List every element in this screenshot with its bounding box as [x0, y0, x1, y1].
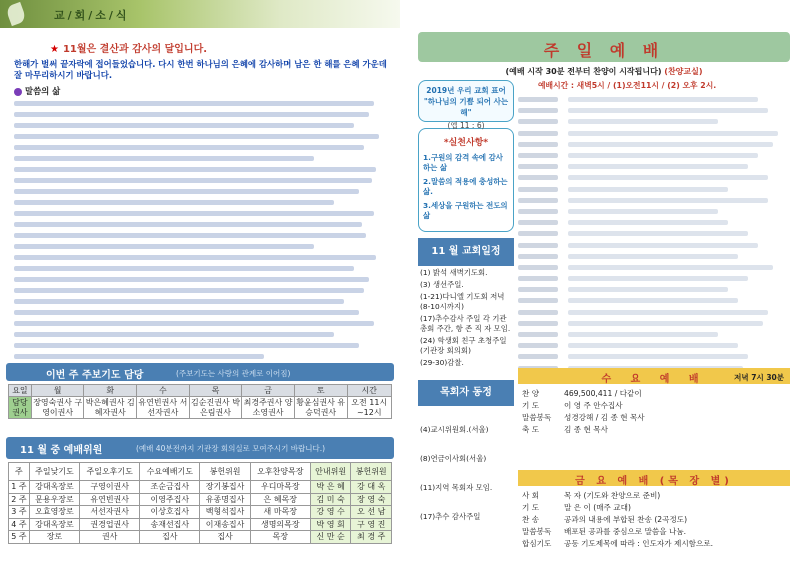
pastor-schedule-item: (17)추수 감사주일 [420, 512, 481, 521]
order-row-value [568, 243, 758, 248]
order-row-label [518, 354, 558, 359]
monthly-cell: 강대옥장로 [29, 481, 79, 494]
order-row-value [568, 276, 748, 281]
body-line-bar [14, 156, 314, 161]
order-row [518, 161, 790, 172]
duty-cell: 최경주권사 양소영권사 [243, 397, 293, 417]
service-row-detail: 성경강해 / 김 종 현 목사 [564, 413, 645, 422]
service-row [518, 388, 790, 400]
order-row-value [568, 287, 728, 292]
monthly-cell: 문용우장로 [29, 493, 79, 506]
duty-body [9, 397, 392, 419]
monthly-cell: 김 미 숙 [310, 493, 351, 506]
body-line-bar [14, 101, 374, 106]
order-row-label [518, 164, 558, 169]
wednesday-time: 저녁 7시 30분 [734, 373, 784, 382]
wednesday-worship-header [518, 368, 790, 384]
order-row [518, 195, 790, 206]
theme-box [418, 80, 514, 130]
theme-year: 2019년 우리 교회 표어 [426, 86, 506, 95]
theme-reference: (엡 11 : 6) [447, 121, 485, 130]
service-row-role: 말씀봉독 [522, 413, 552, 422]
duty-header-cell: 요일 [9, 385, 32, 397]
monthly-cell: 목장 [250, 531, 310, 544]
order-row-label [518, 175, 558, 180]
body-line-bar [14, 233, 366, 238]
order-row [518, 318, 790, 329]
order-row-label [518, 153, 558, 158]
order-row [518, 228, 790, 239]
order-row-label [518, 220, 558, 225]
body-line-bar [14, 321, 374, 326]
body-line-bar [14, 222, 362, 227]
service-row-detail: 목 자 (기도와 찬양으로 준비) [564, 491, 661, 500]
order-row [518, 184, 790, 195]
right-page [404, 0, 800, 563]
order-row-label [518, 343, 558, 348]
monthly-cell: 서선자권사 [80, 506, 140, 519]
friday-rows [518, 490, 790, 550]
order-row [518, 150, 790, 161]
pastor-schedule-item: (11)지역 목회자 모임. [420, 483, 493, 492]
monthly-cell: 박 영 회 [310, 518, 351, 531]
body-line-bar [14, 178, 372, 183]
monthly-header-cell: 주일낮기도 [29, 463, 79, 481]
body-line-bar [14, 189, 359, 194]
monthly-cell: 오효영장로 [29, 506, 79, 519]
monthly-subtitle: (예배 40분전까지 기관장 회의실로 모여주시기 바랍니다.) [136, 444, 326, 453]
monthly-cell: 강대옥장로 [29, 518, 79, 531]
monthly-cell: 구영이권사 [80, 481, 140, 494]
order-row [518, 273, 790, 284]
duty-header-cell: 금 [242, 385, 295, 397]
leaf-icon [5, 2, 27, 26]
order-row-label [518, 97, 558, 102]
service-row-detail: 469,500,411 / 다같이 [564, 389, 642, 398]
service-row-detail: 배포된 공과를 중심으로 말씀을 나눔. [564, 527, 687, 536]
order-row [518, 105, 790, 116]
duty-cell: 유연빈권사 서선자권사 [138, 397, 188, 417]
order-row-value [568, 153, 758, 158]
event-item: (29-30)감찰. [420, 358, 464, 367]
plan-item: 1.구원의 감격 속에 감사하는 삶 [423, 153, 503, 172]
monthly-cell: 장 영 숙 [351, 493, 392, 506]
body-line-bar [14, 200, 334, 205]
service-row-detail: 이 영 주 안수집사 [564, 401, 623, 410]
worship-subtitle-prefix: (예배 시작 30분 전부터 찬양이 시작됩니다) [505, 67, 662, 76]
body-line [14, 209, 394, 220]
monthly-section-header [6, 437, 394, 459]
monthly-header-cell: 봉헌위원 [200, 463, 250, 481]
order-row-label [518, 108, 558, 113]
order-row-label [518, 332, 558, 337]
service-row [518, 490, 790, 502]
order-row-value [568, 97, 758, 102]
monthly-header-cell: 수요예배기도 [140, 463, 200, 481]
order-row [518, 284, 790, 295]
monthly-cell: 새 마목장 [250, 506, 310, 519]
duty-cell: 황윤심권사 유승덕권사 [296, 397, 346, 417]
monthly-cell: 이재송집사 [200, 518, 250, 531]
monthly-header-cell: 주일오후기도 [80, 463, 140, 481]
duty-table [8, 384, 392, 419]
duty-section-header [6, 363, 394, 381]
wednesday-title: 수 요 예 배 [601, 374, 707, 385]
duty-header-cell: 토 [294, 385, 347, 397]
service-row-role: 찬 송 [522, 515, 540, 524]
plan-list [423, 153, 509, 220]
monthly-title: 11 월 중 예배위원 [20, 445, 103, 456]
order-row-value [568, 298, 738, 303]
monthly-cell: 장로 [29, 531, 79, 544]
events-header: 11 월 교회일정 [418, 238, 514, 266]
order-row-value [568, 131, 778, 136]
friday-title: 금 요 예 배 (목 장 별) [575, 476, 733, 487]
order-row-value [568, 209, 718, 214]
theme-text: "하나님의 기쁨 되어 사는 해" [423, 97, 509, 117]
order-row-label [518, 231, 558, 236]
monthly-header-cell: 안내위원 [310, 463, 351, 481]
monthly-cell: 이상호집사 [140, 506, 200, 519]
monthly-cell: 장기봉집사 [200, 481, 250, 494]
sidebar-column [418, 80, 514, 560]
body-line [14, 220, 394, 231]
event-item: (1-21)다니엘 기도회 저녁 (8-10시까지) [420, 292, 505, 311]
monthly-cell: 구 영 진 [351, 518, 392, 531]
duty-header-cell: 목 [189, 385, 242, 397]
body-line [14, 352, 394, 363]
monthly-cell: 유연빈권사 [80, 493, 140, 506]
monthly-header-row [9, 463, 392, 481]
order-row-value [568, 332, 718, 337]
order-row [518, 329, 790, 340]
announcements [14, 40, 394, 363]
monthly-cell: 조순금집사 [140, 481, 200, 494]
order-row [518, 128, 790, 139]
service-row [518, 514, 790, 526]
order-row-label [518, 131, 558, 136]
monthly-cell: 4 주 [9, 518, 30, 531]
duty-cell: 박은혜권사 김혜자권사 [85, 397, 135, 417]
order-row-value [568, 265, 773, 270]
order-row-value [568, 119, 718, 124]
event-item: (24) 학생회 친구 초청주일 (기관장 회의회) [420, 336, 507, 355]
order-row [518, 217, 790, 228]
pastor-schedule-item: (4)교시위원회.(서울) [420, 425, 489, 434]
monthly-cell: 집사 [140, 531, 200, 544]
pastor-schedule-header: 목회자 동정 [418, 380, 514, 406]
order-row-value [568, 198, 768, 203]
order-row-label [518, 142, 558, 147]
duty-header-row [9, 385, 392, 397]
order-row-label [518, 243, 558, 248]
body-line [14, 176, 394, 187]
worship-title-box [418, 32, 790, 62]
monthly-cell: 3 주 [9, 506, 30, 519]
service-row [518, 538, 790, 550]
order-row-value [568, 354, 748, 359]
plan-title: *실천사항* [443, 138, 489, 148]
service-row [518, 412, 790, 424]
duty-title: 이번 주 주보기도 담당 [46, 370, 144, 381]
order-of-worship [518, 80, 790, 385]
worship-subtitle-suffix: (찬양교실) [664, 67, 703, 76]
monthly-cell: 1 주 [9, 481, 30, 494]
order-row-label [518, 298, 558, 303]
body-line [14, 264, 394, 275]
order-row-label [518, 187, 558, 192]
order-row-label [518, 265, 558, 270]
duty-cell: 김순진권사 박은림권사 [191, 397, 240, 417]
order-row [518, 307, 790, 318]
order-row-value [568, 310, 768, 315]
monthly-cell: 생명의목장 [250, 518, 310, 531]
table-row [9, 531, 392, 544]
announce-lead: 한해가 벌써 끝자락에 접어들었습니다. 다시 한번 하나님의 은혜에 감사하며 남은 한 해를 은혜 가운데 잘 마무리하시기 바랍니다. [14, 59, 387, 80]
duty-header-cell: 화 [84, 385, 137, 397]
body-line-bar [14, 112, 369, 117]
order-row [518, 206, 790, 217]
masthead-title: 교/회/소/식 [54, 9, 130, 22]
announce-headline [50, 40, 394, 55]
order-row [518, 262, 790, 273]
event-item: (1) 밝석 새벽기도회. [420, 268, 488, 277]
announce-body-lines [14, 99, 394, 363]
monthly-body [9, 481, 392, 544]
body-line-bar [14, 255, 376, 260]
body-line-bar [14, 266, 354, 271]
monthly-cell: 오 선 남 [351, 506, 392, 519]
table-row [9, 481, 392, 494]
worship-time-notice: 예배시간 : 새벽5시 / (1)오전11시 / (2) 오후 2시. [538, 81, 717, 90]
service-row-role: 사 회 [522, 491, 540, 500]
monthly-header-cell: 오후찬양목장 [250, 463, 310, 481]
body-line [14, 330, 394, 341]
monthly-cell: 2 주 [9, 493, 30, 506]
pastor-schedule-list [418, 424, 514, 522]
order-row [518, 340, 790, 351]
monthly-cell: 강 영 수 [310, 506, 351, 519]
body-line-bar [14, 354, 264, 359]
monthly-cell: 박 은 혜 [310, 481, 351, 494]
order-row-label [518, 276, 558, 281]
order-row [518, 139, 790, 150]
body-line-bar [14, 288, 364, 293]
event-item: (3) 생선주일. [420, 280, 464, 289]
order-row-value [568, 231, 748, 236]
body-line [14, 99, 394, 110]
monthly-cell: 우디마목장 [250, 481, 310, 494]
monthly-cell: 5 주 [9, 531, 30, 544]
order-row-value [568, 142, 773, 147]
monthly-header-cell: 주 [9, 463, 30, 481]
duty-header-cell: 시간 [347, 385, 392, 397]
order-row [518, 94, 790, 105]
monthly-cell: 은 혜목장 [250, 493, 310, 506]
body-line [14, 143, 394, 154]
body-line [14, 231, 394, 242]
service-row-detail: 말 은 이 (매주 교대) [564, 503, 631, 512]
monthly-cell: 신 만 순 [310, 531, 351, 544]
worship-subtitle [418, 66, 790, 77]
monthly-cell: 강 대 옥 [351, 481, 392, 494]
body-line-bar [14, 134, 379, 139]
friday-worship-header [518, 470, 790, 486]
pastor-schedule-item: (8)연금이사회(서울) [420, 454, 487, 463]
body-line [14, 308, 394, 319]
order-row-value [568, 343, 738, 348]
body-line-bar [14, 244, 314, 249]
body-line-bar [14, 299, 344, 304]
service-row-role: 말씀봉독 [522, 527, 552, 536]
body-line [14, 110, 394, 121]
body-line-bar [14, 332, 334, 337]
body-line [14, 286, 394, 297]
section-title-text: 말씀의 삶 [25, 86, 61, 96]
order-row-label [518, 209, 558, 214]
order-row [518, 116, 790, 127]
service-row-role: 축 도 [522, 425, 540, 434]
body-line-bar [14, 211, 374, 216]
monthly-cell: 집사 [200, 531, 250, 544]
order-row-value [568, 321, 763, 326]
monthly-cell: 유종명집사 [200, 493, 250, 506]
plan-box [418, 128, 514, 232]
body-line [14, 319, 394, 330]
body-line [14, 242, 394, 253]
star-icon: ★ [50, 44, 59, 55]
order-row-value [568, 175, 768, 180]
worship-title: 주 일 예 배 [543, 41, 665, 60]
service-row [518, 526, 790, 538]
service-row-role: 기 도 [522, 503, 540, 512]
order-row [518, 239, 790, 250]
service-row-role: 찬 양 [522, 389, 540, 398]
table-row [9, 518, 392, 531]
order-row [518, 295, 790, 306]
section-title [14, 85, 394, 97]
body-line-bar [14, 343, 359, 348]
monthly-header-cell: 봉헌위원 [351, 463, 392, 481]
order-row-label [518, 287, 558, 292]
monthly-cell: 백형석집사 [200, 506, 250, 519]
service-row-detail: 공동 기도제목에 따라 : 인도자가 제시함으로. [564, 539, 714, 548]
duty-cell: 장영숙권사 구영이권사 [33, 397, 83, 417]
event-item: (17)추수감사 주일 각 기관 총회 주간, 항 존 직 자 모임. [420, 314, 511, 333]
duty-subtitle: (주보기도는 사랑의 관계로 이어짐) [176, 369, 291, 378]
body-line-bar [14, 310, 359, 315]
order-row-value [568, 220, 728, 225]
body-line [14, 275, 394, 286]
monthly-cell: 권사 [80, 531, 140, 544]
order-row-value [568, 187, 728, 192]
order-rows [518, 94, 790, 385]
duty-cell: 오전 11시~12시 [347, 397, 392, 419]
monthly-table [8, 462, 392, 544]
order-row [518, 251, 790, 262]
body-line [14, 187, 394, 198]
plan-item: 3.세상을 구원하는 전도의 삶 [423, 201, 508, 220]
body-line-bar [14, 167, 376, 172]
duty-header-cell: 수 [137, 385, 190, 397]
order-row-value [568, 254, 738, 259]
service-row-detail: 김 종 현 목사 [564, 425, 608, 434]
masthead-banner [0, 0, 400, 28]
service-row [518, 502, 790, 514]
body-line [14, 165, 394, 176]
monthly-cell: 송재선집사 [140, 518, 200, 531]
service-row [518, 400, 790, 412]
announce-headline-text: 11월은 결산과 감사의 달입니다. [62, 44, 208, 55]
order-row-label [518, 310, 558, 315]
order-row-label [518, 254, 558, 259]
duty-cell: 담당권사 [9, 397, 32, 419]
monthly-cell: 권경업권사 [80, 518, 140, 531]
body-line-bar [14, 145, 364, 150]
table-row [9, 506, 392, 519]
order-row-label [518, 198, 558, 203]
order-row-label [518, 119, 558, 124]
wednesday-rows [518, 388, 790, 436]
events-list [418, 268, 514, 368]
table-row [9, 397, 392, 419]
table-row [9, 493, 392, 506]
service-row [518, 424, 790, 436]
order-row [518, 351, 790, 362]
order-row-value [568, 108, 768, 113]
order-row-label [518, 321, 558, 326]
body-line [14, 341, 394, 352]
body-line-bar [14, 277, 369, 282]
plan-item: 2.말씀의 적용에 충성하는 삶. [423, 177, 508, 196]
service-row-role: 합심기도 [522, 539, 552, 548]
body-line [14, 297, 394, 308]
service-row-detail: 공과의 내용에 부합된 찬송 (2곡정도) [564, 515, 688, 524]
monthly-cell: 이영주집사 [140, 493, 200, 506]
body-line [14, 132, 394, 143]
monthly-cell: 최 경 주 [351, 531, 392, 544]
bullet-icon [14, 88, 22, 96]
duty-header-cell: 월 [31, 385, 84, 397]
order-row [518, 172, 790, 183]
body-line [14, 253, 394, 264]
body-line-bar [14, 123, 354, 128]
body-line [14, 121, 394, 132]
body-line [14, 198, 394, 209]
order-row-value [568, 164, 748, 169]
service-row-role: 기 도 [522, 401, 540, 410]
body-line [14, 154, 394, 165]
